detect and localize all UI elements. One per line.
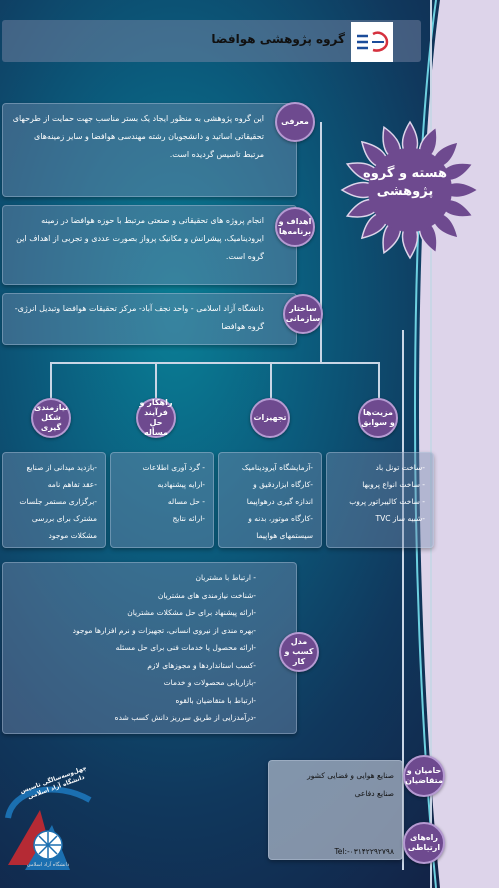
list-item: -ساخت تونل باد [375, 463, 425, 472]
list-item: صنایع دفاعی [354, 789, 394, 798]
list-item: مشترک برای بررسی [31, 514, 97, 523]
list-item: - گرد آوری اطلاعات [142, 463, 205, 472]
list-item: -ارتباط با متقاضیان بالقوه [175, 695, 256, 705]
list-item: صنایع هوایی و فضایی کشور [307, 771, 394, 780]
list-item: - ارتباط با مشتریان [195, 573, 256, 582]
list-item: -کارگاه موتور، بدنه و [248, 514, 313, 523]
goals-bubble: اهداف و برنامه‌ها [275, 207, 315, 247]
list-item: - حل مساله [167, 497, 205, 506]
equipment-bubble: تجهیزات [250, 398, 290, 438]
connector-line [320, 122, 322, 362]
list-item: -ارائه نتایج [172, 514, 205, 523]
sponsors-bubble: حامیان و متقاضیان [403, 755, 445, 797]
list-item: -بازاریابی محصولات و خدمات [163, 678, 256, 687]
list-item: -درآمدزایی از طریق سرریز دانش کسب شده [114, 713, 256, 722]
list-item: -عقد تفاهم نامه [47, 480, 97, 489]
features-bubble: مزیت‌ها و سوابق [358, 398, 398, 438]
connector-line [50, 362, 380, 364]
list-item: - ساخت کالیبراتور پروب [349, 497, 425, 506]
list-item: -آزمایشگاه آیرودینامیک [241, 463, 313, 472]
business-bubble: مدل کسب و کار [279, 632, 319, 672]
needs-bubble: نیازمندی شکل گیری [31, 398, 71, 438]
intro-bubble: معرفی [275, 102, 315, 142]
structure-text: دانشگاه آزاد اسلامی - واحد نجف آباد- مرکز تحقیقات هوافضا وتبدیل انرژی- گروه هوافضا [14, 304, 264, 331]
list-item: -برگزاری مستمر جلسات [19, 497, 97, 506]
hero-label-line2: پژوهشی [376, 184, 434, 199]
list-item: مشکلات موجود [48, 531, 97, 540]
group-logo [351, 22, 393, 62]
solutions-bubble: راهکار و فرآیند حل مسأله [136, 398, 176, 438]
emblem-caption: چهل‌وسه‌سالگی تاسیس دانشگاه آزاد اسلامی [19, 764, 88, 801]
list-item: اندازه گیری درهواپیما [246, 497, 313, 506]
list-item: سیستمهای هواپیما [256, 531, 313, 540]
list-item: -شبیه ساز TVC [375, 514, 425, 523]
list-item: -بهره مندی از نیروی انسانی، تجهیزات و نرم افزارها موجود [72, 625, 256, 635]
business-card [2, 562, 297, 734]
solutions-card [110, 452, 214, 548]
intro-text: این گروه پژوهشی به منظور ایجاد یک بستر مناسب جهت حمایت از طرحهای تحقیقاتی اساتید و دانشجویان رشته مهندسی هوافضا و سایر زمینه‌های مرتبط تاسیس گردیده است. [12, 114, 264, 159]
list-item: - ساخت انواع پروبها [362, 480, 425, 489]
structure-card [2, 293, 297, 345]
list-item: -ارایه پیشنهادیه [157, 480, 205, 489]
goals-text: انجام پروژه های تحقیقاتی و صنعتی مرتبط با حوزه هوافضا در زمینه ایرودینامیک، پیشرانش و مکانیک پرواز بصورت عددی و تجربی از اهداف این گروه است. [16, 216, 264, 261]
list-item: -بازدید میدانی از صنایع [26, 463, 97, 472]
hero-label [345, 165, 465, 201]
hero-label-line1: هسته و گروه [363, 166, 447, 181]
list-item: -ارائه پیشنهاد برای حل مشکلات مشتریان [127, 608, 256, 617]
list-item: -کارگاه ابزاردقیق و [253, 480, 313, 489]
structure-bubble: ساختار سازمانی [283, 294, 323, 334]
equipment-card [218, 452, 322, 548]
page-title: گروه پژوهشی هوافضا [211, 32, 345, 46]
intro-card [2, 103, 297, 197]
contact-bubble: راه‌های ارتباطی [403, 822, 445, 864]
sponsors-contact-card [268, 760, 403, 860]
goals-card [2, 205, 297, 285]
list-item: -شناخت نیازمندی های مشتریان [157, 590, 256, 600]
needs-card [2, 452, 106, 548]
list-item: -ارائه محصول یا خدمات فنی برای حل مسئله [115, 643, 256, 652]
contact-phone: Tel:-۰۳۱۴۲۲۹۲۷۹۸ [334, 847, 394, 856]
emblem-subcaption: دانشگاه آزاد اسلامی [26, 862, 70, 868]
list-item: -کسب استانداردها و مجوزهای لازم [147, 660, 256, 670]
features-card [326, 452, 434, 548]
